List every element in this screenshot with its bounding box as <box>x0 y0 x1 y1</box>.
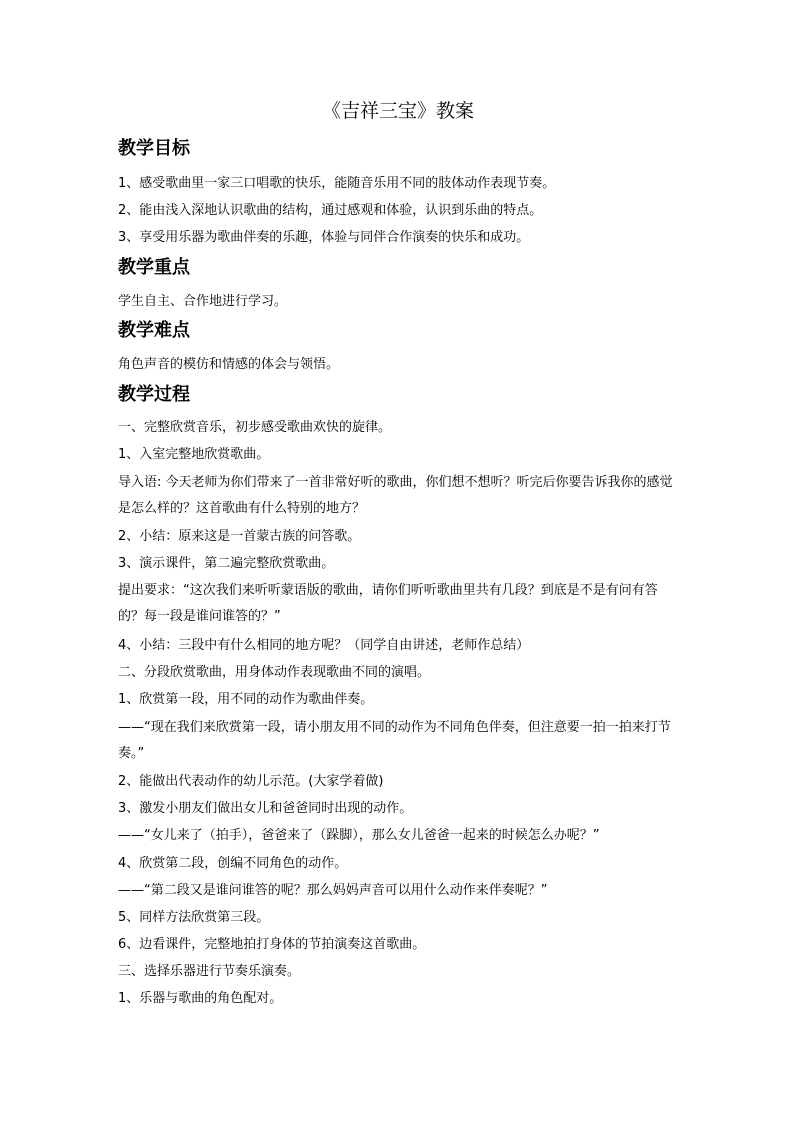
process-line: 5、同样方法欣赏第三段。 <box>118 910 270 925</box>
heading-key-points: 教学重点 <box>118 257 190 278</box>
process-line: ——“女儿来了（拍手），爸爸来了（跺脚），那么女儿爸爸一起来的时候怎么办呢？” <box>118 828 600 843</box>
heading-difficulties: 教学难点 <box>118 320 190 341</box>
goal-item: 1、感受歌曲里一家三口唱歌的快乐，能随音乐用不同的肢体动作表现节奏。 <box>118 176 556 191</box>
process-line: 2、能做出代表动作的幼儿示范。(大家学着做) <box>118 774 384 789</box>
process-line: 1、入室完整地欣赏歌曲。 <box>118 447 270 462</box>
process-line: 3、演示课件，第二遍完整欣赏歌曲。 <box>118 556 335 571</box>
process-line: 3、激发小朋友们做出女儿和爸爸同时出现的动作。 <box>118 801 413 816</box>
goal-item: 2、能由浅入深地认识歌曲的结构，通过感观和体验，认识到乐曲的特点。 <box>118 203 543 218</box>
process-line: 4、小结：三段中有什么相同的地方呢？（同学自由讲述，老师作总结） <box>118 638 530 653</box>
heading-teaching-process: 教学过程 <box>118 384 190 405</box>
goal-item: 3、享受用乐器为歌曲伴奏的乐趣，体验与同伴合作演奏的快乐和成功。 <box>118 230 530 245</box>
process-paragraph: ——“现在我们来欣赏第一段，请小朋友用不同的动作为不同角色伴奏，但注意要一拍一拍来打节奏。” <box>118 720 671 761</box>
document-title: 《吉祥三宝》教案 <box>321 100 474 122</box>
process-line: 6、边看课件，完整地拍打身体的节拍演奏这首歌曲。 <box>118 937 426 952</box>
heading-teaching-goals: 教学目标 <box>118 138 190 159</box>
process-paragraph: 导入语: 今天老师为你们带来了一首非常好听的歌曲，你们想不想听？听完后你要告诉我你的感觉是怎么样的？这首歌曲有什么特别的地方？ <box>118 475 673 516</box>
process-line: 三、选择乐器进行节奏乐演奏。 <box>118 964 301 979</box>
process-line: 1、欣赏第一段，用不同的动作为歌曲伴奏。 <box>118 692 374 707</box>
process-line: 4、欣赏第二段，创编不同角色的动作。 <box>118 856 348 871</box>
key-points-text: 学生自主、合作地进行学习。 <box>118 294 288 309</box>
process-paragraph: 提出要求：“这次我们来听听蒙语版的歌曲，请你们听听歌曲里共有几段？到底是不是有问有答的？每一段是谁问谁答的？” <box>118 583 658 624</box>
difficulties-text: 角色声音的模仿和情感的体会与领悟。 <box>118 357 340 372</box>
process-line: 2、小结：原来这是一首蒙古族的问答歌。 <box>118 529 361 544</box>
process-line: 1、乐器与歌曲的角色配对。 <box>118 991 283 1006</box>
process-line: 二、分段欣赏歌曲，用身体动作表现歌曲不同的演唱。 <box>118 665 431 680</box>
process-line: ——“第二段又是谁问谁答的呢？那么妈妈声音可以用什么动作来伴奏呢？” <box>118 883 548 898</box>
process-line: 一、完整欣赏音乐，初步感受歌曲欢快的旋律。 <box>118 420 392 435</box>
